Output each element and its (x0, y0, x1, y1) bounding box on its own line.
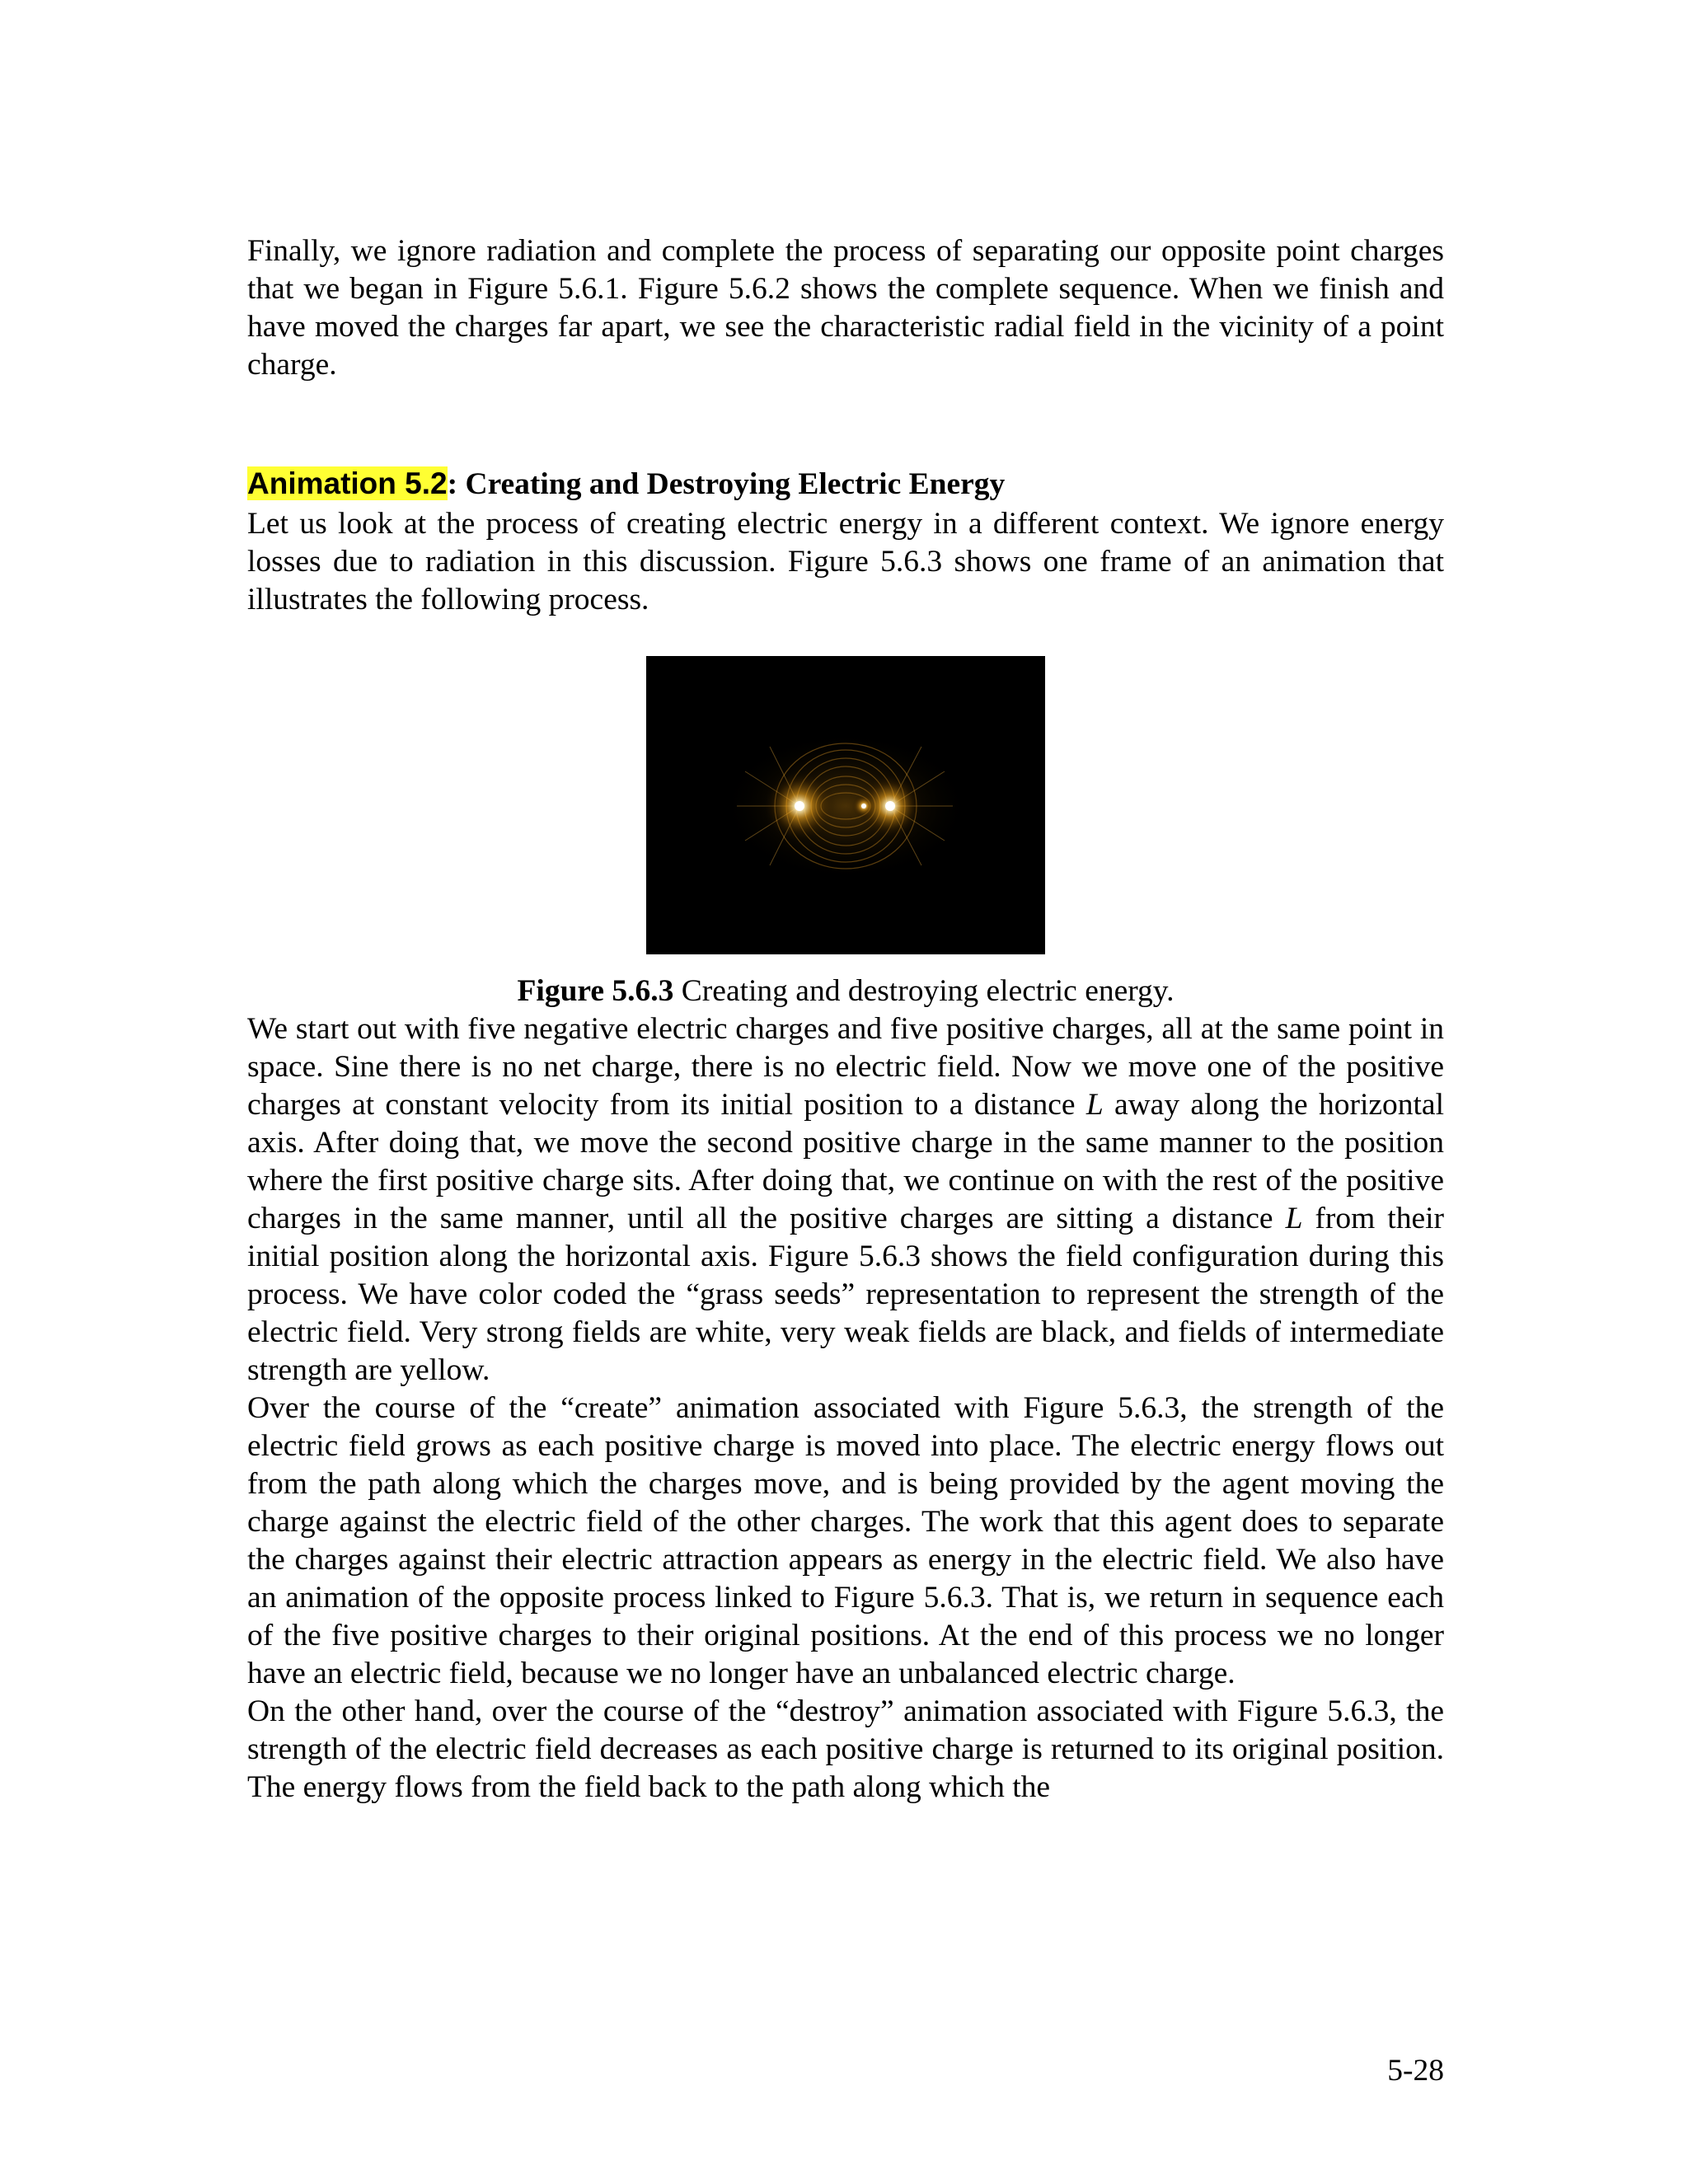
process-text-3: from their initial position along the horizontal axis. Figure 5.6.3 shows the field configuration during this process. We have color coded the “grass seeds” representation to represent the strength of the electric field. Very strong fields are white, very weak fields are black, and fields of intermediate strength are yellow. (247, 1202, 1444, 1387)
positive-charge (885, 801, 895, 811)
page-number: 5-28 (1387, 2054, 1444, 2088)
figure-container (247, 656, 1444, 954)
animation-link[interactable]: Animation 5.2 (247, 466, 448, 500)
variable-L-1: L (1085, 1088, 1104, 1122)
animation-heading (247, 463, 1444, 505)
figure-caption (247, 972, 1444, 1010)
context-paragraph: Let us look at the process of creating electric energy in a different context. We ignore energy losses due to radiation in this discussion. Figure 5.6.3 shows one frame of an animation that illustrates the following process. (247, 507, 1444, 616)
field-animation-frame[interactable] (646, 656, 1045, 954)
process-paragraph (247, 1010, 1444, 1390)
intro-paragraph: Finally, we ignore radiation and complete the process of separating our opposite point charges that we began in Figure 5.6.1. Figure 5.6.2 shows the complete sequence. When we finish and have moved the charges far apart, we see the characteristic radial field in the vicinity of a point charge. (247, 234, 1444, 382)
moving-charge (861, 804, 866, 808)
figure-caption-text: Creating and destroying electric energy. (673, 974, 1175, 1008)
create-paragraph: Over the course of the “create” animation associated with Figure 5.6.3, the strength of the electric field grows as each positive charge is moved into place. The electric energy flows out from the path along which the charges move, and is being provided by the agent moving the charge against the electric field of the other charges. The work that this agent does to separate the charges against their electric attraction appears as energy in the electric field. We also have an animation of the opposite process linked to Figure 5.6.3. That is, we return in sequence each of the five positive charges to their original positions. At the end of this process we no longer have an electric field, because we no longer have an unbalanced electric charge. (247, 1391, 1444, 1690)
figure-caption-label: Figure 5.6.3 (517, 974, 674, 1008)
variable-L-2: L (1285, 1202, 1303, 1235)
process-text-2: away along the horizontal axis. After doing that, we move the second positive charge in the same manner to the position where the first positive charge sits. After doing that, we continue on with the rest of the positive charges in the same manner, until all the positive charges are sitting a distance (247, 1088, 1444, 1235)
destroy-paragraph: On the other hand, over the course of the “destroy” animation associated with Figure 5.6.3, the strength of the electric field decreases as each positive charge is returned to its original position. The energy flows from the field back to the path along which the (247, 1694, 1444, 1804)
negative-charge (795, 801, 804, 811)
process-text-1: We start out with five negative electric charges and five positive charges, all at the same point in space. Sine there is no net charge, there is no electric field. Now we move one of the positive charges at constant velocity from its initial position to a distance (247, 1012, 1444, 1122)
field-lines-image (646, 656, 1045, 954)
animation-title: Creating and Destroying Electric Energy (465, 467, 1006, 501)
heading-separator: : (447, 467, 466, 501)
document-page (247, 232, 1444, 1807)
